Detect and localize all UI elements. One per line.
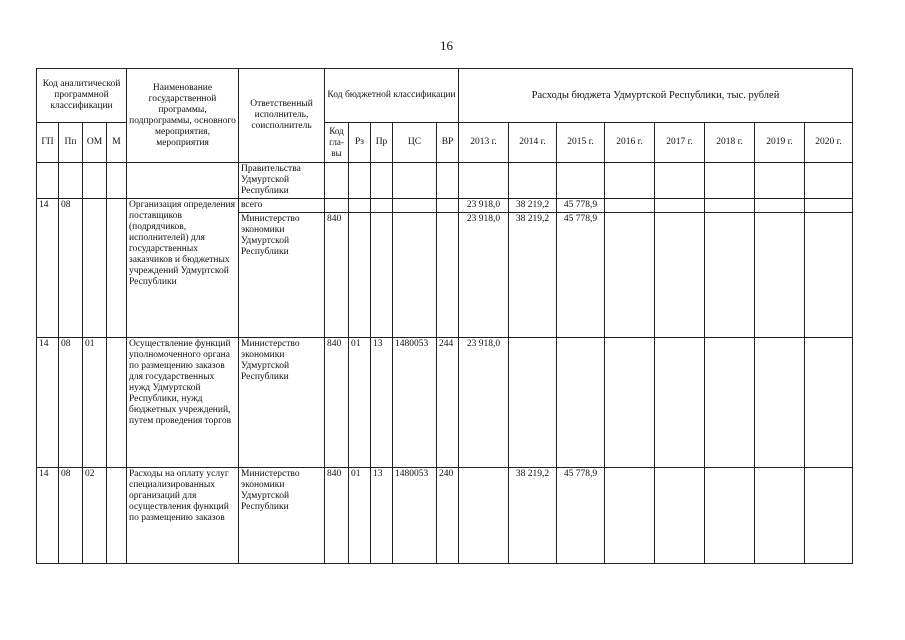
row1-om (83, 199, 107, 338)
row1-name: Организация определения поставщиков (подрядчиков, исполнителей) для государственных заказчиков и бюджетных учреждений Удмуртской Республики (127, 199, 239, 338)
header-analytic-code: Код аналитической программной классификации (37, 69, 127, 123)
header-year-2016: 2016 г. (605, 123, 655, 163)
row1-ministry-2013: 23 918,0 (459, 213, 509, 338)
header-gp: ГП (37, 123, 59, 163)
row2-responsible: Министерство экономики Удмуртской Республики (239, 338, 325, 468)
header-m: М (107, 123, 127, 163)
header-glava: Код гла-вы (325, 123, 349, 163)
budget-table (36, 68, 853, 564)
row2-name: Осуществление функций уполномоченного органа по размещению заказов для государственных нужд Удмуртской Республики, нужд бюджетных учреждений, путем проведения торгов (127, 338, 239, 468)
header-year-2019: 2019 г. (755, 123, 805, 163)
header-program-name: Наименование государственной программы, подпрограммы, основного мероприятия, мероприятия (127, 69, 239, 163)
row3-m (107, 468, 127, 564)
table-row (37, 468, 853, 564)
row3-om: 02 (83, 468, 107, 564)
header-budget-code: Код бюджетной классификации (325, 69, 459, 123)
row1-pp: 08 (59, 199, 83, 338)
row3-2014: 38 219,2 (509, 468, 557, 564)
row1-total-2014: 38 219,2 (509, 199, 557, 213)
row2-glava: 840 (325, 338, 349, 468)
row3-responsible: Министерство экономики Удмуртской Республики (239, 468, 325, 564)
row3-glava: 840 (325, 468, 349, 564)
row3-vr: 240 (437, 468, 459, 564)
header-year-2018: 2018 г. (705, 123, 755, 163)
header-cs: ЦС (393, 123, 437, 163)
row3-name: Расходы на оплату услуг специализированных организаций для осуществления функций по размещению заказов (127, 468, 239, 564)
row1-m (107, 199, 127, 338)
row3-gp: 14 (37, 468, 59, 564)
row1-ministry-2015: 45 778,9 (557, 213, 605, 338)
row1-total-2013: 23 918,0 (459, 199, 509, 213)
header-year-2017: 2017 г. (655, 123, 705, 163)
row2-vr: 244 (437, 338, 459, 468)
row3-pp: 08 (59, 468, 83, 564)
row2-2013: 23 918,0 (459, 338, 509, 468)
row1-responsible-ministry: Министерство экономики Удмуртской Республики (239, 213, 325, 338)
header-pr: Пр (371, 123, 393, 163)
header-year-2015: 2015 г. (557, 123, 605, 163)
row0-responsible: Правительства Удмуртской Республики (239, 163, 325, 199)
row3-cs: 1480053 (393, 468, 437, 564)
row3-pr: 13 (371, 468, 393, 564)
row2-cs: 1480053 (393, 338, 437, 468)
row2-m (107, 338, 127, 468)
page-number: 16 (440, 38, 453, 53)
table-row (37, 338, 853, 468)
table-row (37, 199, 853, 213)
table-row (37, 163, 853, 199)
row1-responsible-total: всего (239, 199, 325, 213)
row3-rz: 01 (349, 468, 371, 564)
row1-gp: 14 (37, 199, 59, 338)
row2-pr: 13 (371, 338, 393, 468)
row2-pp: 08 (59, 338, 83, 468)
row2-gp: 14 (37, 338, 59, 468)
header-year-2014: 2014 г. (509, 123, 557, 163)
header-pp: Пп (59, 123, 83, 163)
header-year-2013: 2013 г. (459, 123, 509, 163)
header-rz: Рз (349, 123, 371, 163)
row1-total-2015: 45 778,9 (557, 199, 605, 213)
header-expenses: Расходы бюджета Удмуртской Республики, тыс. рублей (459, 69, 853, 123)
row2-rz: 01 (349, 338, 371, 468)
row2-om: 01 (83, 338, 107, 468)
header-om: ОМ (83, 123, 107, 163)
header-vr: ВР (437, 123, 459, 163)
row1-glava: 840 (325, 213, 349, 338)
row3-2015: 45 778,9 (557, 468, 605, 564)
header-responsible: Ответственный исполнитель, соисполнитель (239, 69, 325, 163)
header-year-2020: 2020 г. (805, 123, 853, 163)
row1-ministry-2014: 38 219,2 (509, 213, 557, 338)
